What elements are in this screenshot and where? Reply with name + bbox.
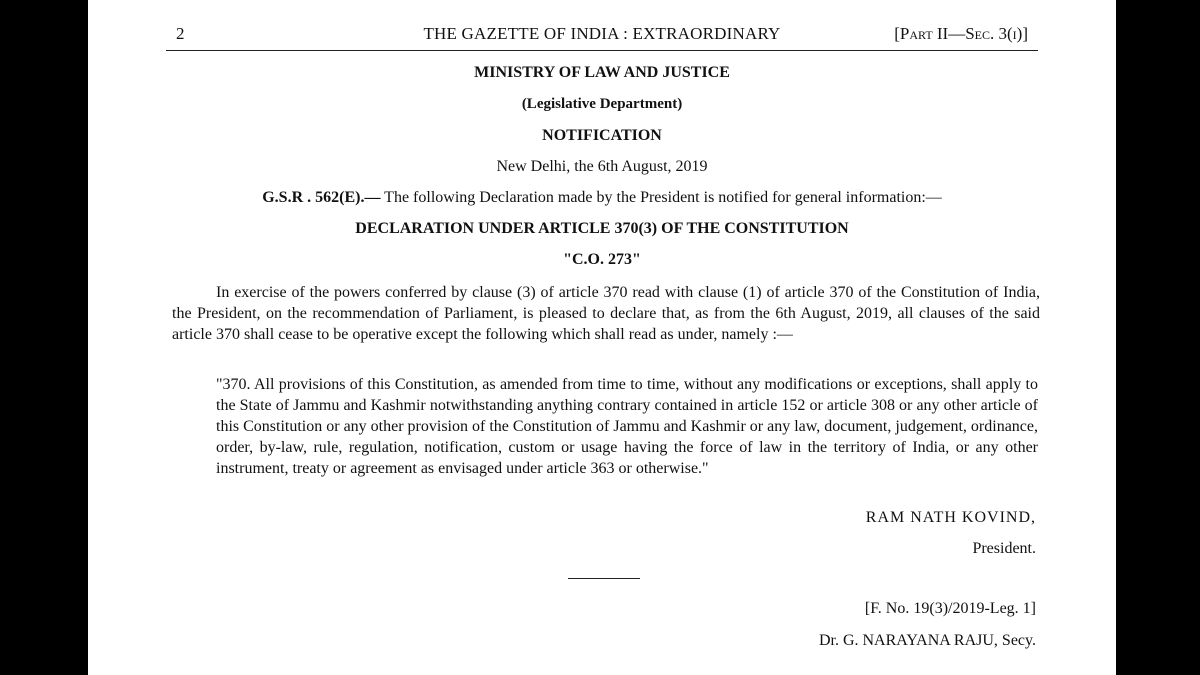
quoted-provision: "370. All provisions of this Constitution, as amended from time to time, without any modifications or exceptions, shall apply to the State of Jammu and Kashmir notwithstanding anything contrary contained in article 152 or article 308 or any other article of this Constitution or any other provision of the Constitution of Jammu and Kashmir or any law, document, judgement, ordinance, order, by-law, rule, regulation, notification, custom or usage having the force of law in the territory of India, or any other instrument, treaty or agreement as envisaged under article 363 or otherwise." bbox=[216, 376, 1038, 477]
signatory-name: RAM NATH KOVIND, bbox=[865, 509, 1036, 526]
page-number: 2 bbox=[176, 24, 185, 43]
place-date: New Delhi, the 6th August, 2019 bbox=[496, 158, 708, 175]
ministry-heading: MINISTRY OF LAW AND JUSTICE bbox=[474, 64, 730, 81]
declaration-title: DECLARATION UNDER ARTICLE 370(3) OF THE CONSTITUTION bbox=[355, 220, 849, 237]
body-paragraph bbox=[172, 282, 1040, 345]
gsr-line bbox=[166, 189, 1038, 207]
gsr-number: G.S.R . 562(E).— bbox=[262, 189, 381, 206]
gsr-text: The following Declaration made by the President is notified for general information:— bbox=[380, 189, 942, 206]
gazette-title: THE GAZETTE OF INDIA : EXTRAORDINARY bbox=[423, 24, 781, 43]
body-paragraph-text: In exercise of the powers conferred by clause (3) of article 370 read with clause (1) of article 370 of the Constitution of India, the President, on the recommendation of Parliament, is pleased to declare that, as from the 6th August, 2019, all clauses of the said article 370 shall cease to be operative except the following which shall read as under, namely :— bbox=[172, 284, 1040, 343]
gazette-header bbox=[166, 22, 1038, 51]
file-number: [F. No. 19(3)/2019-Leg. 1] bbox=[864, 600, 1036, 617]
department-heading: (Legislative Department) bbox=[521, 96, 683, 112]
divider-rule bbox=[568, 578, 640, 579]
part-section: [Part II—Sec. 3(i)] bbox=[894, 24, 1028, 43]
order-code: "C.O. 273" bbox=[563, 251, 641, 268]
notification-heading: NOTIFICATION bbox=[542, 127, 662, 144]
secretary-signature: Dr. G. NARAYANA RAJU, Secy. bbox=[818, 632, 1036, 649]
gazette-page bbox=[88, 0, 1116, 675]
signatory-title: President. bbox=[972, 540, 1036, 557]
